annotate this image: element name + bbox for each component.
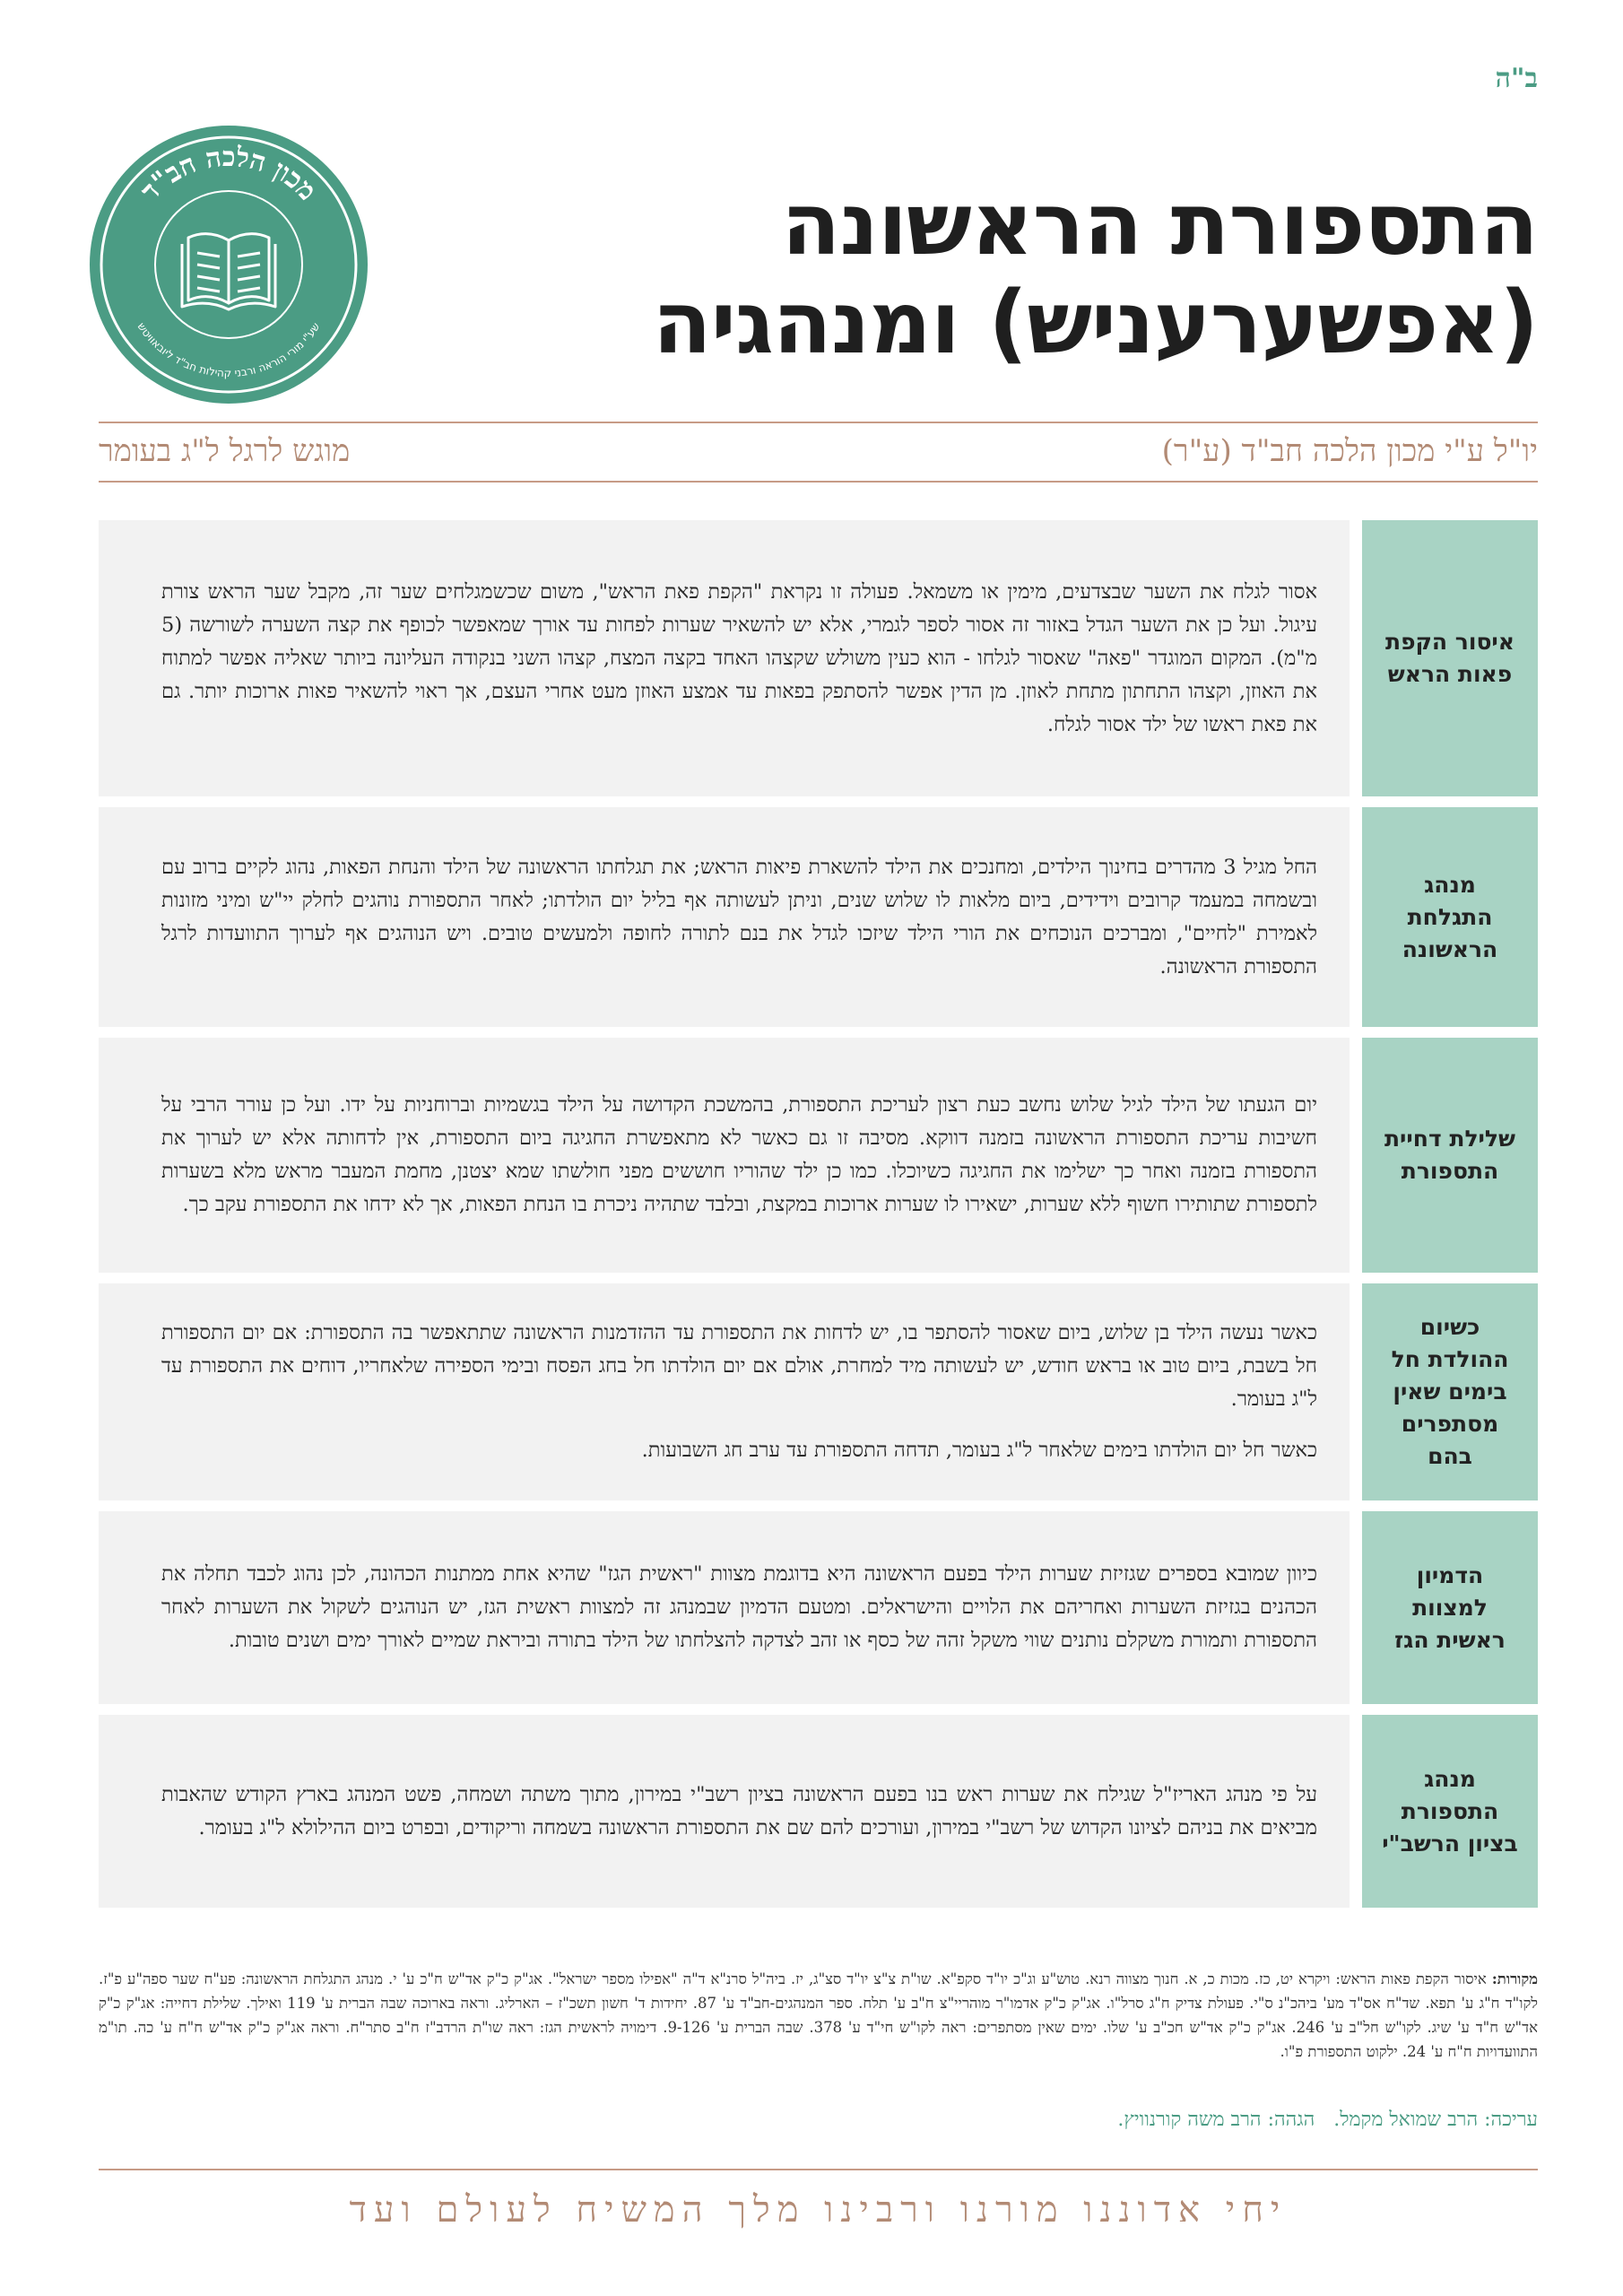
section-content	[99, 520, 1350, 796]
sections-list	[99, 520, 1538, 1918]
section-no-postponement	[99, 1038, 1538, 1273]
title-line-2: (אפשערעניש) ומנהגיה	[652, 273, 1538, 373]
section-label: שלילת דחיית התספורת	[1362, 1038, 1538, 1273]
institute-seal	[90, 126, 368, 404]
section-reishit-hagez	[99, 1511, 1538, 1704]
sources-label: מקורות:	[1491, 1970, 1539, 1987]
editing-credit: עריכה: הרב שמואל מקמל.	[1333, 2109, 1538, 2131]
open-book-icon	[182, 234, 275, 309]
section-content	[99, 1038, 1350, 1273]
section-content	[99, 807, 1350, 1027]
sources-text: איסור הקפת פאות הראש: ויקרא יט, כז. מכות כ, א. חנוך מצווה רנא. טוש"ע וג"כ יו"ד סקפ"א. שו"ת צ"צ יו"ד סצ"ג, יז. ביה"ל סרנ"א ד"ה "אפילו מספר ישראל". אג"ק כ"ק אד"ש ח"כ ע' י. מנהג התגלחת הראשונה: פע"ח שער ספה"ע פ"ז. לקו"ד ח"ג ע' תפא. שד"ח אס"ד מע' ביהכ"נ ס"י. פעולת צדיק ח"ג סרל"ו. אג"ק כ"ק אדמו"ר מוהריי"צ ח"ב ע' תלח. ספר המנהגים-חב"ד ע' 87. יחידות ד' חשון תשכ"ז – הארליג. וראה בארוכה שבה הברית ע' 119 ואילך. שלילת דחייה: אג"ק כ"ק אד"ש ח"ד ע' שיג. לקו"ש חל"ב ע' 246. אג"ק כ"ק אד"ש חכ"ב ע' שלו. ימים שאין מסתפרים: ראה לקו"ש חי"ד ע' 378. שבה הברית ע' 9-126. דימויה לראשית הגז: ראה שו"ת הרדב"ז ח"ב סתר"ח. וראה אג"ק כ"ק אד"ש ח"ח ע' כה. תו"מ התוועדויות ח"ח ע' 24. ילקוט התספורת פ"ו.	[99, 1970, 1539, 2060]
publisher-line: יו"ל ע"י מכון הלכה חב"ד (ע"ר)	[1161, 433, 1538, 469]
section-content	[99, 1715, 1350, 1908]
seal-graphic	[90, 126, 368, 404]
divider-top	[99, 422, 1538, 423]
section-content	[99, 1511, 1350, 1704]
title-line-1: התספורת הראשונה	[781, 174, 1538, 274]
section-paragraph: החל מגיל 3 מהדרים בחינוך הילדים, ומחנכים את הילד להשארת פיאות הראש; את תגלחתו הראשונה של הילד והנחת הפאות, נהוג לקיים ברוב עם ובשמחה במעמד קרובים וידידים, ביום מלאות לו שלוש שנים, וניתן לעשותה אף בליל יום הולדתו; לאחר התספורת נוהגים לחלק יי"ש ומיני מזונות לאמירת "לחיים", ומברכים הנוכחים את הורי הילד שיזכו לגדל את בנם לתורה לחופה ולמעשים טובים. ויש הנוהגים אף לערוך התוועדות לרגל התספורת הראשונה.	[161, 855, 1317, 978]
section-label: הדמיון למצוות ראשית הגז	[1362, 1511, 1538, 1704]
dedication-line: מוגש לרגל ל"ג בעומר	[99, 433, 351, 469]
footer-motto: יחי אדוננו מורנו ורבינו מלך המשיח לעולם ועד	[349, 2189, 1288, 2231]
section-content	[99, 1283, 1350, 1500]
section-label: מנהג התגלחת הראשונה	[1362, 807, 1538, 1027]
section-label: כשיום ההולדת חל בימים שאין מסתפרים בהם	[1362, 1283, 1538, 1500]
sources-block	[99, 1967, 1538, 2064]
proofing-credit: הגהה: הרב משה קורנוויץ.	[1117, 2109, 1315, 2131]
section-peot	[99, 520, 1538, 796]
credits-line	[1105, 2108, 1538, 2131]
section-first-haircut	[99, 807, 1538, 1027]
subheader	[99, 429, 1538, 474]
seal-subtitle: שע"י מורי הוראה ורבני קהילות חב"ד ליובאוויטש	[135, 320, 323, 380]
section-paragraph: יום הגעתו של הילד לגיל שלוש נחשב כעת רצון לעריכת התספורת, בהמשכת הקדושה על הילד בגשמיות וברוחניות על ידו. ועל כן עורר הרבי על חשיבות עריכת התספורת הראשונה בזמנה דווקא. מסיבה זו גם כאשר לא מתאפשרת החגיגה ביום התספורת, אין לדחותה אלא יש לערוך את התספורת בזמנה ואחר כך ישלימו את החגיגה כשיוכלו. כמו כן ילד שהוריו חוששים מפני חולשתו שמא יצטנן, מחמת המעבר מראש מלא בשערות לתספורת שתותירו חשוף ללא שערות, ישאירו לו שערות ארוכות במקצת, ובלבד שתהיה ניכרת בו הנחת הפאות, אך לא ידחו את התספורת עקב כך.	[161, 1093, 1317, 1216]
divider-footer	[99, 2169, 1538, 2170]
seal-name: מכון הלכה חב"ד	[135, 142, 323, 207]
section-paragraph: אסור לגלח את השער שבצדעים, מימין או משמאל. פעולה זו נקראת "הקפת פאת הראש", משום שכשמגלחים שער זה, מקבל שער הראש צורת עיגול. ועל כן את השער הגדל באזור זה אסור לספר לגמרי, אלא יש להשאיר שערות לפחות עד אורך שמאפשר לכופף את קצה השערה לשורשה (5 מ"מ). המקום המוגדר "פאה" שאסור לגלחו - הוא כעין משולש שקצהו האחד בקצה המצח, קצהו השני בנקודה העליונה ביותר שאליה אפשר למתוח את האוזן, וקצהו התחתון מתחת לאוזן. מן הדין אפשר להסתפק בפאות עד אמצע האוזן מעט אחרי העצם, אך ראוי להשאיר פאות ארוכות יותר. גם את פאת ראשו של ילד אסור לגלח.	[161, 579, 1317, 736]
section-meron	[99, 1715, 1538, 1908]
section-paragraph: על פי מנהג האריז"ל שגילח את שערות ראש בנו בפעם הראשונה בציון רשב"י במירון, מתוך משתה ושמחה, פשט המנהג בארץ הקודש שהאבות מביאים את בניהם לציונו הקדוש של רשב"י במירון, ועורכים להם שם את התספורת הראשונה בשמחה וריקודים, ובפרט ביום ההילולא ל"ג בעומר.	[161, 1782, 1317, 1839]
section-paragraph: כיוון שמובא בספרים שגזיזת שערות הילד בפעם הראשונה היא בדוגמת מצוות "ראשית הגז" שהיא אחת ממתנות הכהונה, לכן נהוג לכבד תחלה את הכהנים בגזיזת השערות ואחריהם את הלויים והישראלים. ומטעם הדמיון שבמנהג זה למצוות ראשית הגז, יש הנוהגים לשקול את השערות לאחר התספורת ותמורת משקלם נותנים שווי משקל זהה של כסף או זהב לצדקה להצלחתו של הילד בתורה וביראת שמיים לאורך ימים ושנים טובות.	[161, 1562, 1317, 1652]
divider-subheader	[99, 481, 1538, 483]
section-label: מנהג התספורת בציון הרשב"י	[1362, 1715, 1538, 1908]
page-title	[417, 175, 1538, 372]
section-label: איסור הקפת פאות הראש	[1362, 520, 1538, 796]
section-paragraph: כאשר חל יום הולדתו בימים שלאחר ל"ג בעומר, תדחה התספורת עד ערב חג השבועות.	[641, 1439, 1317, 1462]
section-paragraph: כאשר נעשה הילד בן שלוש, ביום שאסור להסתפר בו, יש לדחות את התספורת עד ההזדמנות הראשונה שתתאפשר בה התספורת: אם יום התספורת חל בשבת, ביום טוב או בראש חודש, יש לעשותה מיד למחרת, אולם אם יום הולדתו חל בחג הפסח ובימי הספירה שלאחריו, דוחים את התספורת עד ל"ג בעומר.	[161, 1321, 1317, 1411]
section-forbidden-days	[99, 1283, 1538, 1500]
bh-marker: ב"ה	[1495, 63, 1538, 94]
